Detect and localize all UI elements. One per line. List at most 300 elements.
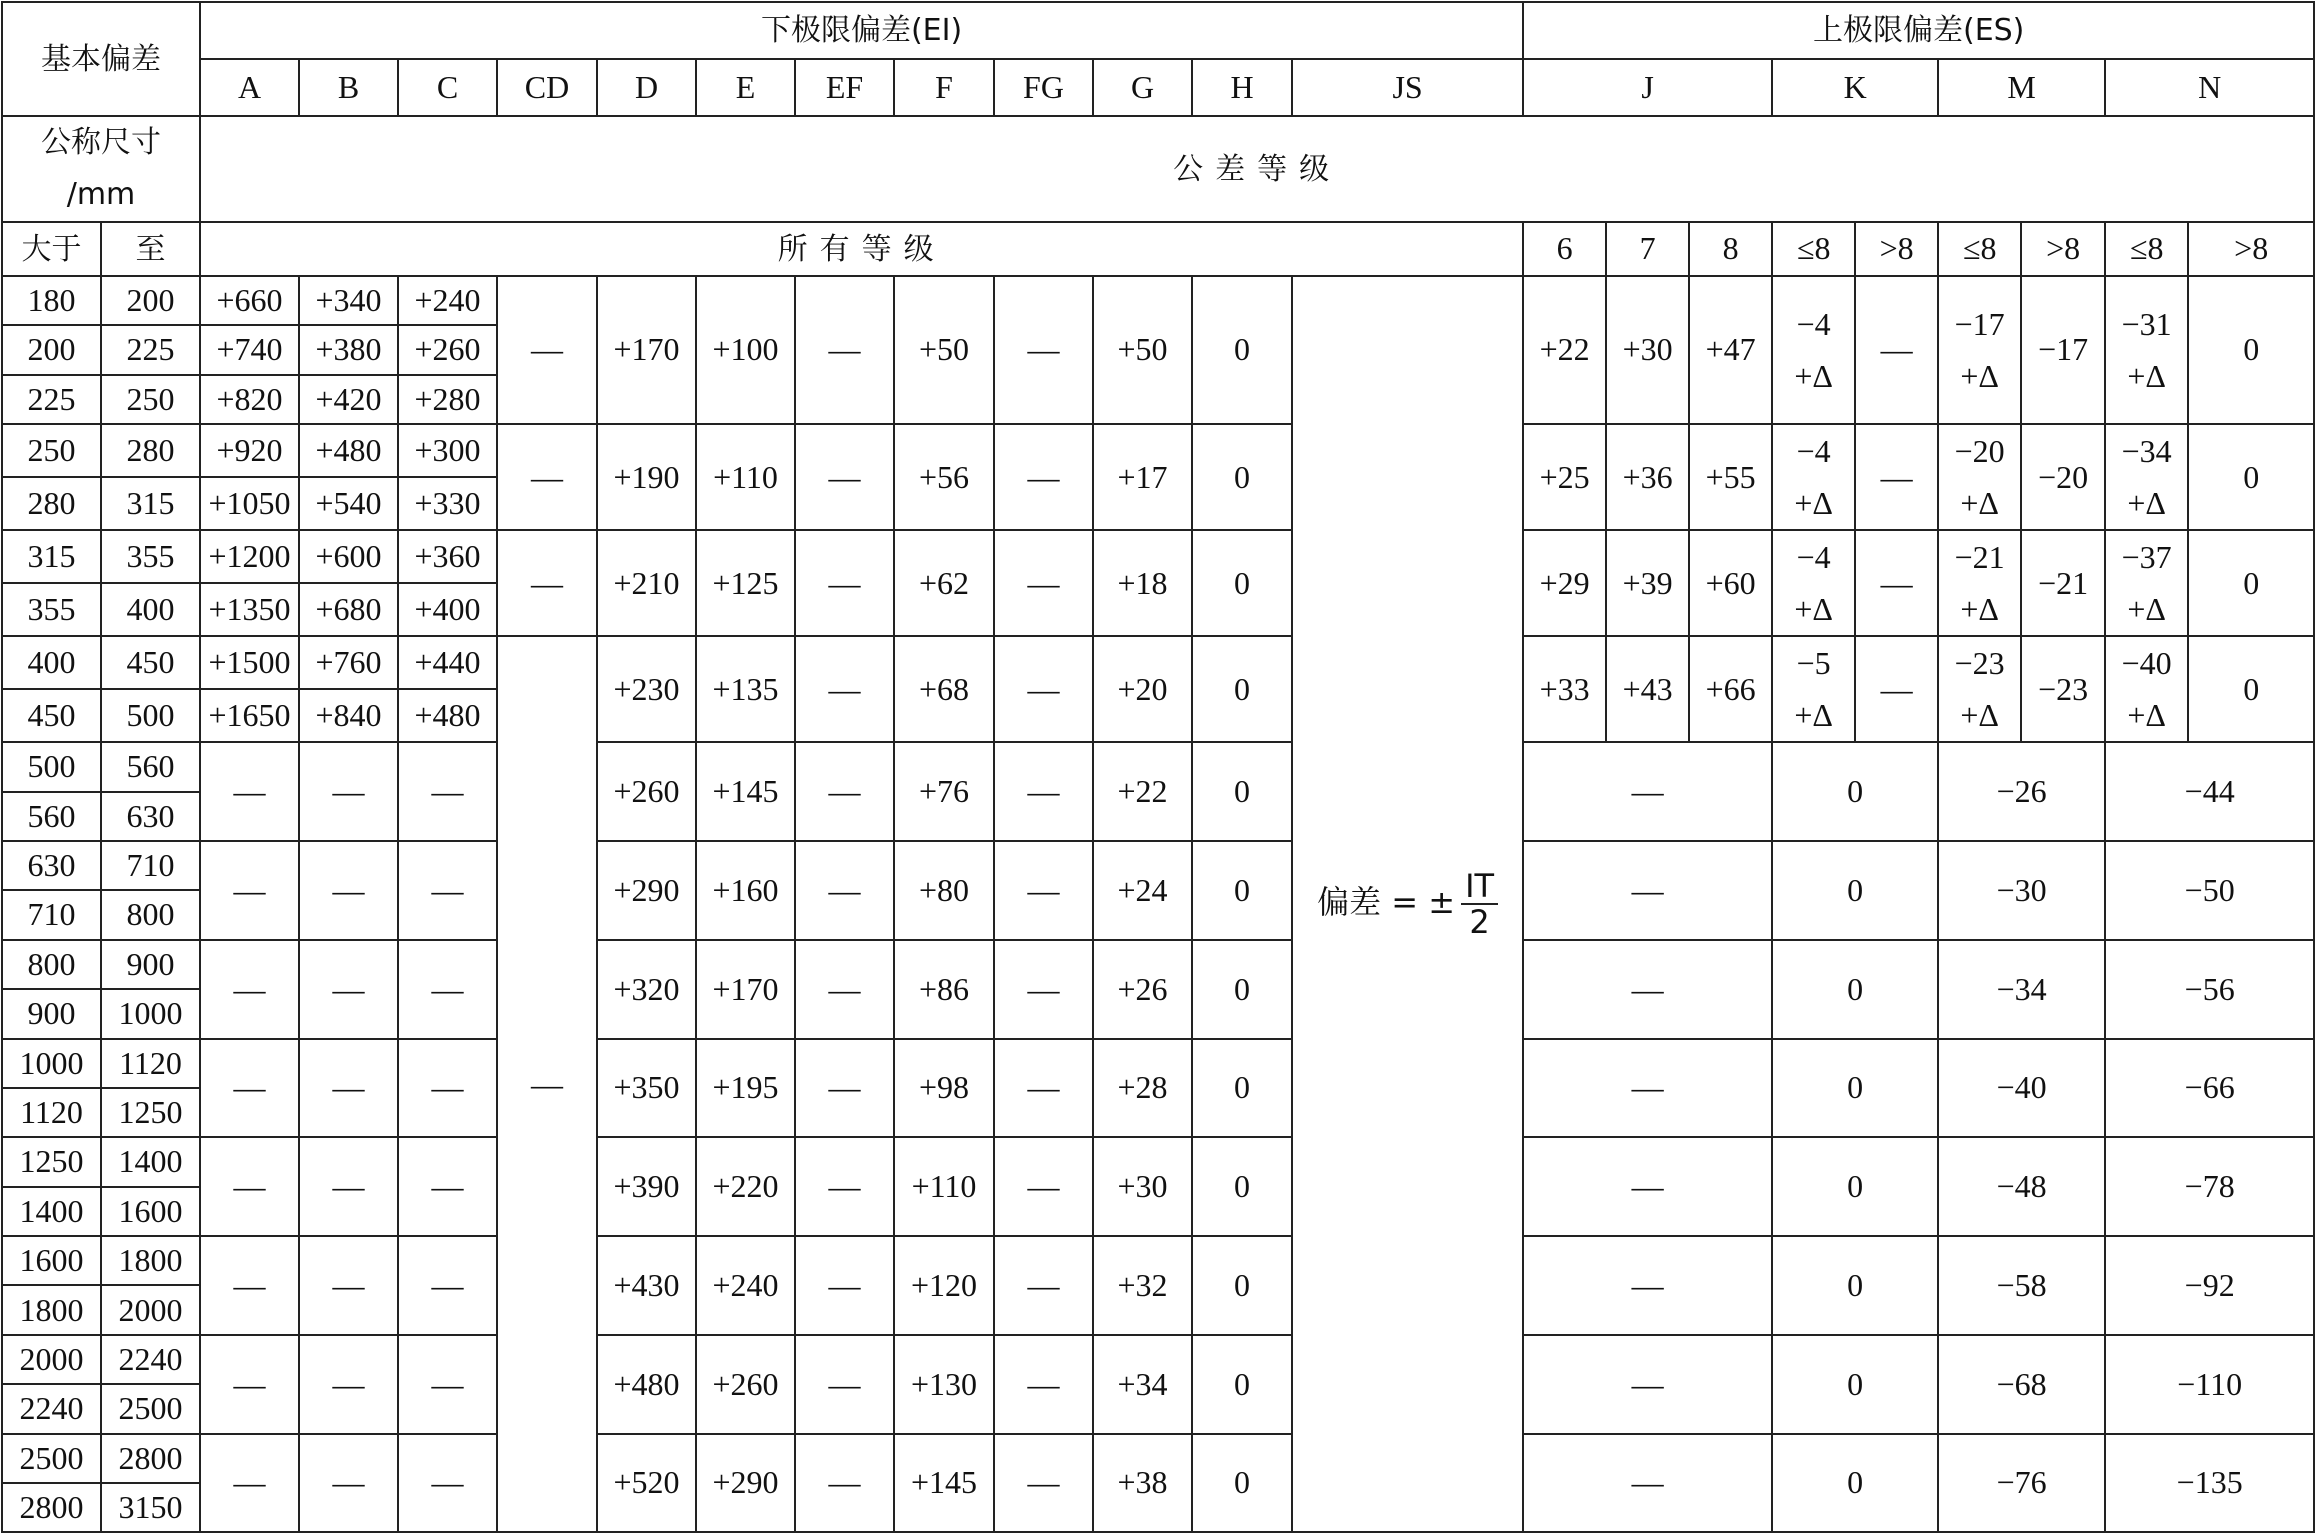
- letter-C: C: [398, 59, 497, 116]
- value-K-le8-line1: −4: [1796, 433, 1831, 470]
- value-M: −30: [1938, 841, 2105, 940]
- value-N-le8: [2105, 276, 2188, 424]
- value-E: +135: [696, 636, 795, 742]
- value-D: +390: [597, 1137, 696, 1236]
- value-H: 0: [1192, 1039, 1292, 1138]
- value-K-le8-line1: −5: [1796, 645, 1831, 682]
- table-body: [2, 276, 2314, 1532]
- lower-deviation-group: 下极限偏差(EI): [200, 2, 1523, 59]
- value-A: —: [200, 940, 299, 1039]
- size-over: 250: [2, 424, 101, 477]
- value-D: +350: [597, 1039, 696, 1138]
- value-J: —: [1523, 1335, 1772, 1434]
- value-J: —: [1523, 1039, 1772, 1138]
- value-F: +145: [894, 1434, 994, 1533]
- value-CD: —: [497, 424, 597, 530]
- value-B: —: [299, 1335, 398, 1434]
- value-A: +1350: [200, 583, 299, 636]
- letter-D: D: [597, 59, 696, 116]
- value-K: 0: [1772, 940, 1938, 1039]
- size-to: 400: [101, 583, 200, 636]
- value-EF: —: [795, 1236, 894, 1335]
- value-FG: —: [994, 742, 1093, 841]
- value-C: +400: [398, 583, 497, 636]
- value-C: —: [398, 1137, 497, 1236]
- value-F: +56: [894, 424, 994, 530]
- value-D: +290: [597, 841, 696, 940]
- value-M-gt8: −20: [2021, 424, 2105, 530]
- value-F: +62: [894, 530, 994, 636]
- value-N-le8-line1: −37: [2121, 539, 2172, 576]
- value-EF: —: [795, 424, 894, 530]
- value-C: +330: [398, 477, 497, 530]
- js-formula: [1292, 276, 1523, 1532]
- size-over: 1000: [2, 1039, 101, 1088]
- value-M-le8-line2: +Δ: [1960, 591, 1999, 628]
- size-to: 450: [101, 636, 200, 689]
- value-J6: +22: [1523, 276, 1606, 424]
- value-N: −56: [2105, 940, 2314, 1039]
- header-row-grade: [2, 116, 2314, 222]
- value-G: +38: [1093, 1434, 1192, 1533]
- value-N-le8-line2: +Δ: [2127, 485, 2166, 522]
- value-M: −48: [1938, 1137, 2105, 1236]
- value-F: +86: [894, 940, 994, 1039]
- value-H: 0: [1192, 841, 1292, 940]
- value-A: +660: [200, 276, 299, 325]
- grade-N-gt8: >8: [2188, 222, 2314, 276]
- grade-J7: 7: [1606, 222, 1689, 276]
- size-over: 900: [2, 989, 101, 1038]
- size-to: 1400: [101, 1137, 200, 1186]
- value-EF: —: [795, 636, 894, 742]
- value-C: —: [398, 742, 497, 841]
- value-F: +98: [894, 1039, 994, 1138]
- value-J8: +60: [1689, 530, 1772, 636]
- value-N: −110: [2105, 1335, 2314, 1434]
- size-to: 1250: [101, 1088, 200, 1137]
- size-over: 280: [2, 477, 101, 530]
- value-M-le8-line1: −21: [1954, 539, 2005, 576]
- value-K-gt8: —: [1855, 424, 1938, 530]
- value-N: −135: [2105, 1434, 2314, 1533]
- value-N-gt8: 0: [2188, 276, 2314, 424]
- value-N-le8: [2105, 424, 2188, 530]
- value-M-le8-line2: +Δ: [1960, 358, 1999, 395]
- value-A: —: [200, 841, 299, 940]
- value-K-gt8: —: [1855, 530, 1938, 636]
- value-G: +30: [1093, 1137, 1192, 1236]
- value-K-le8: [1772, 636, 1855, 742]
- value-K-gt8: —: [1855, 636, 1938, 742]
- value-K-le8: [1772, 424, 1855, 530]
- value-J7: +43: [1606, 636, 1689, 742]
- value-M: −76: [1938, 1434, 2105, 1533]
- size-to: 800: [101, 890, 200, 939]
- table-row: [2, 276, 2314, 325]
- value-F: +120: [894, 1236, 994, 1335]
- value-H: 0: [1192, 1335, 1292, 1434]
- value-E: +195: [696, 1039, 795, 1138]
- value-B: +680: [299, 583, 398, 636]
- grade-M-le8: ≤8: [1938, 222, 2021, 276]
- size-over: 355: [2, 583, 101, 636]
- value-J6: +29: [1523, 530, 1606, 636]
- value-EF: —: [795, 742, 894, 841]
- value-M: −58: [1938, 1236, 2105, 1335]
- size-to: 250: [101, 375, 200, 424]
- grade-J8: 8: [1689, 222, 1772, 276]
- letter-N: N: [2105, 59, 2314, 116]
- value-FG: —: [994, 1434, 1093, 1533]
- size-over: 1250: [2, 1137, 101, 1186]
- value-J6: +25: [1523, 424, 1606, 530]
- value-G: +28: [1093, 1039, 1192, 1138]
- value-G: +32: [1093, 1236, 1192, 1335]
- value-C: —: [398, 1039, 497, 1138]
- js-formula-fraction: [1461, 867, 1498, 942]
- value-K: 0: [1772, 1434, 1938, 1533]
- value-H: 0: [1192, 742, 1292, 841]
- value-J7: +30: [1606, 276, 1689, 424]
- value-H: 0: [1192, 1236, 1292, 1335]
- value-J: —: [1523, 1236, 1772, 1335]
- size-over: 200: [2, 325, 101, 374]
- value-B: +600: [299, 530, 398, 583]
- size-to: 2000: [101, 1285, 200, 1334]
- value-N-le8-line2: +Δ: [2127, 697, 2166, 734]
- table-row: [2, 940, 2314, 989]
- size-to: 3150: [101, 1483, 200, 1532]
- value-A: +1500: [200, 636, 299, 689]
- value-M-gt8: −23: [2021, 636, 2105, 742]
- value-FG: —: [994, 424, 1093, 530]
- value-B: +380: [299, 325, 398, 374]
- size-to: 900: [101, 940, 200, 989]
- value-M-le8: [1938, 424, 2021, 530]
- value-E: +290: [696, 1434, 795, 1533]
- value-C: +300: [398, 424, 497, 477]
- size-over: 450: [2, 689, 101, 742]
- size-over: 1600: [2, 1236, 101, 1285]
- value-N: −66: [2105, 1039, 2314, 1138]
- size-to: 355: [101, 530, 200, 583]
- size-to: 630: [101, 792, 200, 841]
- grade-K-le8: ≤8: [1772, 222, 1855, 276]
- letter-F: F: [894, 59, 994, 116]
- value-B: +420: [299, 375, 398, 424]
- value-K: 0: [1772, 1039, 1938, 1138]
- value-M-le8-line2: +Δ: [1960, 697, 1999, 734]
- size-to: 2240: [101, 1335, 200, 1384]
- letter-G: G: [1093, 59, 1192, 116]
- size-over: 500: [2, 742, 101, 791]
- value-N: −92: [2105, 1236, 2314, 1335]
- value-E: +160: [696, 841, 795, 940]
- value-M: −26: [1938, 742, 2105, 841]
- value-A: —: [200, 1236, 299, 1335]
- size-to: 500: [101, 689, 200, 742]
- size-to: 1000: [101, 989, 200, 1038]
- value-N-gt8: 0: [2188, 530, 2314, 636]
- value-A: +820: [200, 375, 299, 424]
- value-H: 0: [1192, 636, 1292, 742]
- value-EF: —: [795, 940, 894, 1039]
- size-over: 1120: [2, 1088, 101, 1137]
- value-J7: +36: [1606, 424, 1689, 530]
- value-J8: +47: [1689, 276, 1772, 424]
- value-C: +440: [398, 636, 497, 689]
- value-N-gt8: 0: [2188, 636, 2314, 742]
- size-over: 2800: [2, 1483, 101, 1532]
- value-M-le8-line1: −17: [1954, 306, 2005, 343]
- value-A: +1050: [200, 477, 299, 530]
- grade-N-le8: ≤8: [2105, 222, 2188, 276]
- value-A: +740: [200, 325, 299, 374]
- value-M: −68: [1938, 1335, 2105, 1434]
- letter-EF: EF: [795, 59, 894, 116]
- size-over: 180: [2, 276, 101, 325]
- value-FG: —: [994, 530, 1093, 636]
- value-B: +480: [299, 424, 398, 477]
- letter-E: E: [696, 59, 795, 116]
- table-row: [2, 841, 2314, 890]
- table-row: [2, 636, 2314, 689]
- table-row: [2, 424, 2314, 477]
- value-G: +22: [1093, 742, 1192, 841]
- table-row: [2, 1039, 2314, 1088]
- value-E: +220: [696, 1137, 795, 1236]
- value-EF: —: [795, 1335, 894, 1434]
- value-EF: —: [795, 530, 894, 636]
- value-F: +50: [894, 276, 994, 424]
- value-FG: —: [994, 276, 1093, 424]
- value-M-le8-line1: −23: [1954, 645, 2005, 682]
- grade-K-gt8: >8: [1855, 222, 1938, 276]
- value-K: 0: [1772, 742, 1938, 841]
- value-H: 0: [1192, 530, 1292, 636]
- value-M-gt8: −21: [2021, 530, 2105, 636]
- value-F: +130: [894, 1335, 994, 1434]
- table-row: [2, 742, 2314, 791]
- value-M-le8-line1: −20: [1954, 433, 2005, 470]
- size-to: 1800: [101, 1236, 200, 1285]
- value-K: 0: [1772, 1137, 1938, 1236]
- value-FG: —: [994, 1335, 1093, 1434]
- nominal-size-line1: 公称尺寸: [41, 125, 161, 160]
- value-A: —: [200, 1335, 299, 1434]
- value-C: +240: [398, 276, 497, 325]
- value-H: 0: [1192, 424, 1292, 530]
- value-B: +340: [299, 276, 398, 325]
- value-A: —: [200, 1434, 299, 1533]
- value-FG: —: [994, 636, 1093, 742]
- size-to: 560: [101, 742, 200, 791]
- letter-JS: JS: [1292, 59, 1523, 116]
- value-N-le8-line2: +Δ: [2127, 591, 2166, 628]
- nominal-size-line2: /mm: [66, 177, 136, 212]
- value-C: —: [398, 1434, 497, 1533]
- value-K-le8-line2: +Δ: [1794, 697, 1833, 734]
- letter-J: J: [1523, 59, 1772, 116]
- value-C: +280: [398, 375, 497, 424]
- value-B: —: [299, 742, 398, 841]
- size-over: 630: [2, 841, 101, 890]
- value-N-le8-line2: +Δ: [2127, 358, 2166, 395]
- value-G: +50: [1093, 276, 1192, 424]
- value-N-le8: [2105, 636, 2188, 742]
- value-C: —: [398, 1236, 497, 1335]
- size-over: 560: [2, 792, 101, 841]
- value-K-le8-line2: +Δ: [1794, 358, 1833, 395]
- size-to: 2500: [101, 1384, 200, 1433]
- value-C: +360: [398, 530, 497, 583]
- value-B: —: [299, 1434, 398, 1533]
- letter-CD: CD: [497, 59, 597, 116]
- value-FG: —: [994, 841, 1093, 940]
- size-to: 225: [101, 325, 200, 374]
- value-M-le8: [1938, 276, 2021, 424]
- size-over: 2000: [2, 1335, 101, 1384]
- value-E: +145: [696, 742, 795, 841]
- size-over: 400: [2, 636, 101, 689]
- size-over: 710: [2, 890, 101, 939]
- all-grades-label: 所有等级: [200, 222, 1523, 276]
- table-row: [2, 1137, 2314, 1186]
- letter-H: H: [1192, 59, 1292, 116]
- value-N: −50: [2105, 841, 2314, 940]
- value-N-le8: [2105, 530, 2188, 636]
- value-H: 0: [1192, 276, 1292, 424]
- upper-deviation-group: 上极限偏差(ES): [1523, 2, 2314, 59]
- grade-J6: 6: [1523, 222, 1606, 276]
- value-J: —: [1523, 742, 1772, 841]
- value-B: —: [299, 1039, 398, 1138]
- value-D: +190: [597, 424, 696, 530]
- to-label: 至: [101, 222, 200, 276]
- value-D: +320: [597, 940, 696, 1039]
- value-K-le8-line2: +Δ: [1794, 591, 1833, 628]
- value-FG: —: [994, 1039, 1093, 1138]
- value-E: +170: [696, 940, 795, 1039]
- value-H: 0: [1192, 1434, 1292, 1533]
- value-C: +260: [398, 325, 497, 374]
- value-E: +110: [696, 424, 795, 530]
- value-D: +230: [597, 636, 696, 742]
- table-row: [2, 1434, 2314, 1483]
- value-H: 0: [1192, 940, 1292, 1039]
- value-J: —: [1523, 1137, 1772, 1236]
- header-row-subgrades: [2, 222, 2314, 276]
- value-N-le8-line1: −31: [2121, 306, 2172, 343]
- value-A: +1650: [200, 689, 299, 742]
- value-EF: —: [795, 841, 894, 940]
- value-B: +760: [299, 636, 398, 689]
- value-D: +210: [597, 530, 696, 636]
- value-G: +24: [1093, 841, 1192, 940]
- value-J: —: [1523, 841, 1772, 940]
- value-CD: —: [497, 530, 597, 636]
- value-B: +540: [299, 477, 398, 530]
- value-M: −40: [1938, 1039, 2105, 1138]
- value-K-le8: [1772, 276, 1855, 424]
- size-over: 1800: [2, 1285, 101, 1334]
- size-to: 1600: [101, 1187, 200, 1236]
- letter-B: B: [299, 59, 398, 116]
- grade-M-gt8: >8: [2021, 222, 2105, 276]
- value-G: +26: [1093, 940, 1192, 1039]
- value-D: +520: [597, 1434, 696, 1533]
- value-K-le8-line1: −4: [1796, 306, 1831, 343]
- value-M-le8: [1938, 530, 2021, 636]
- value-M-le8-line2: +Δ: [1960, 485, 1999, 522]
- value-D: +260: [597, 742, 696, 841]
- size-over: 225: [2, 375, 101, 424]
- value-D: +430: [597, 1236, 696, 1335]
- value-D: +480: [597, 1335, 696, 1434]
- value-J: —: [1523, 1434, 1772, 1533]
- value-K: 0: [1772, 1236, 1938, 1335]
- value-B: —: [299, 841, 398, 940]
- letter-M: M: [1938, 59, 2105, 116]
- value-K-le8: [1772, 530, 1855, 636]
- value-C: —: [398, 940, 497, 1039]
- value-CD: —: [497, 276, 597, 424]
- value-N: −78: [2105, 1137, 2314, 1236]
- letter-A: A: [200, 59, 299, 116]
- value-A: —: [200, 1137, 299, 1236]
- value-G: +18: [1093, 530, 1192, 636]
- value-J7: +39: [1606, 530, 1689, 636]
- value-K-gt8: —: [1855, 276, 1938, 424]
- table-row: [2, 1236, 2314, 1285]
- value-C: —: [398, 1335, 497, 1434]
- value-H: 0: [1192, 1137, 1292, 1236]
- size-over: 1400: [2, 1187, 101, 1236]
- value-B: —: [299, 1236, 398, 1335]
- value-EF: —: [795, 1137, 894, 1236]
- size-to: 710: [101, 841, 200, 890]
- size-over: 800: [2, 940, 101, 989]
- value-E: +100: [696, 276, 795, 424]
- value-F: +68: [894, 636, 994, 742]
- over-label: 大于: [2, 222, 101, 276]
- value-EF: —: [795, 1039, 894, 1138]
- nominal-size-label: [2, 116, 200, 222]
- value-A: —: [200, 742, 299, 841]
- value-E: +125: [696, 530, 795, 636]
- value-J8: +66: [1689, 636, 1772, 742]
- letter-K: K: [1772, 59, 1938, 116]
- size-over: 2500: [2, 1434, 101, 1483]
- table-row: [2, 530, 2314, 583]
- value-J8: +55: [1689, 424, 1772, 530]
- value-G: +17: [1093, 424, 1192, 530]
- basic-deviation-label: 基本偏差: [2, 2, 200, 116]
- size-to: 1120: [101, 1039, 200, 1088]
- size-to: 2800: [101, 1434, 200, 1483]
- value-G: +34: [1093, 1335, 1192, 1434]
- value-K-le8-line1: −4: [1796, 539, 1831, 576]
- value-K: 0: [1772, 841, 1938, 940]
- size-to: 200: [101, 276, 200, 325]
- size-to: 280: [101, 424, 200, 477]
- value-N: −44: [2105, 742, 2314, 841]
- tolerance-grade-label: 公差等级: [200, 116, 2314, 222]
- size-over: 315: [2, 530, 101, 583]
- value-CD: —: [497, 636, 597, 1532]
- value-F: +80: [894, 841, 994, 940]
